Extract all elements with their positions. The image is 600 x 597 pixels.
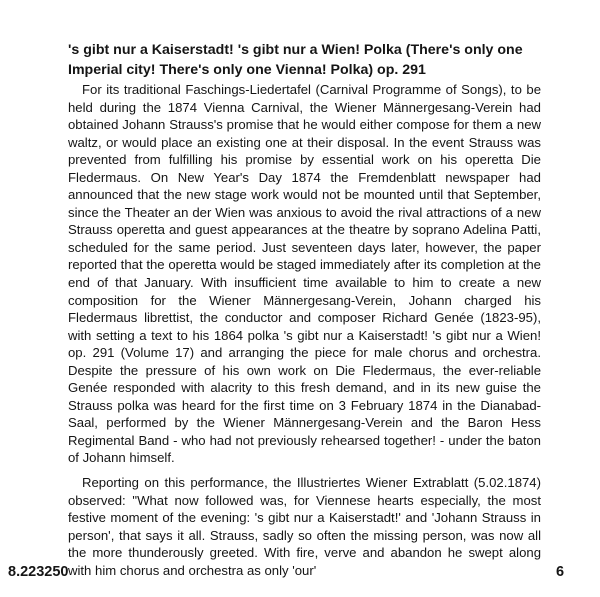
article-paragraph-2: Reporting on this performance, the Illustriertes Wiener Extrablatt (5.02.1874) observed: "What now followed was, for Viennese hearts especially, the most festive moment of the evening: 's gibt nur a Kaiserstadt!' and 'Johann Strauss in person', that says it all. Strauss, sadly so often the missing person, was now all the more thunderously greeted. With fire, verve and abandon he swept along with him chorus and orchestra as only 'our' bbox=[68, 475, 541, 578]
catalog-number: 8.223250 bbox=[8, 564, 69, 580]
page-number: 6 bbox=[556, 564, 565, 580]
article-heading: 's gibt nur a Kaiserstadt! 's gibt nur a Wien! Polka (There's only one Imperial city! There's only one Vienna! Polka) op. 291 bbox=[68, 42, 523, 78]
article-paragraph-1: For its traditional Faschings-Liedertafel (Carnival Programme of Songs), to be held during the 1874 Vienna Carnival, the Wiener Männergesang-Verein had obtained Johann Strauss's promise that he would either compose for them a new waltz, or would place an existing one at their disposal. In the event Strauss was prevented from fulfilling his promise by essential work on his operetta Die Fledermaus. On New Year's Day 1874 the Fremdenblatt newspaper had announced that the new stage work would not be mounted until that September, since the Theater an der Wien was anxious to avoid the rival attractions of a new Strauss operetta and guest appearances at the theatre by soprano Adelina Patti, scheduled for the same period. Just seventeen days later, however, the paper reported that the operetta would be staged immediately after its completion at the end of that January. With insufficient time available to him to create a new composition for the Wiener Männergesang-Verein, Johann charged his Fledermaus librettist, the conductor and composer Richard Genée (1823-95), with setting a text to his 1864 polka 's gibt nur a Kaiserstadt! 's gibt nur a Wien! op. 291 (Volume 17) and arranging the piece for male chorus and orchestra. Despite the pressure of his own work on Die Fledermaus, the ever-reliable Genée responded with alacrity to this fresh demand, and in its new guise the Strauss polka was heard for the first time on 3 February 1874 in the Dianabad-Saal, performed by the Wiener Männergesang-Verein and the Baron Hess Regimental Band - who had not previously rehearsed together! - under the baton of Johann himself. bbox=[68, 82, 541, 466]
article bbox=[68, 40, 541, 579]
